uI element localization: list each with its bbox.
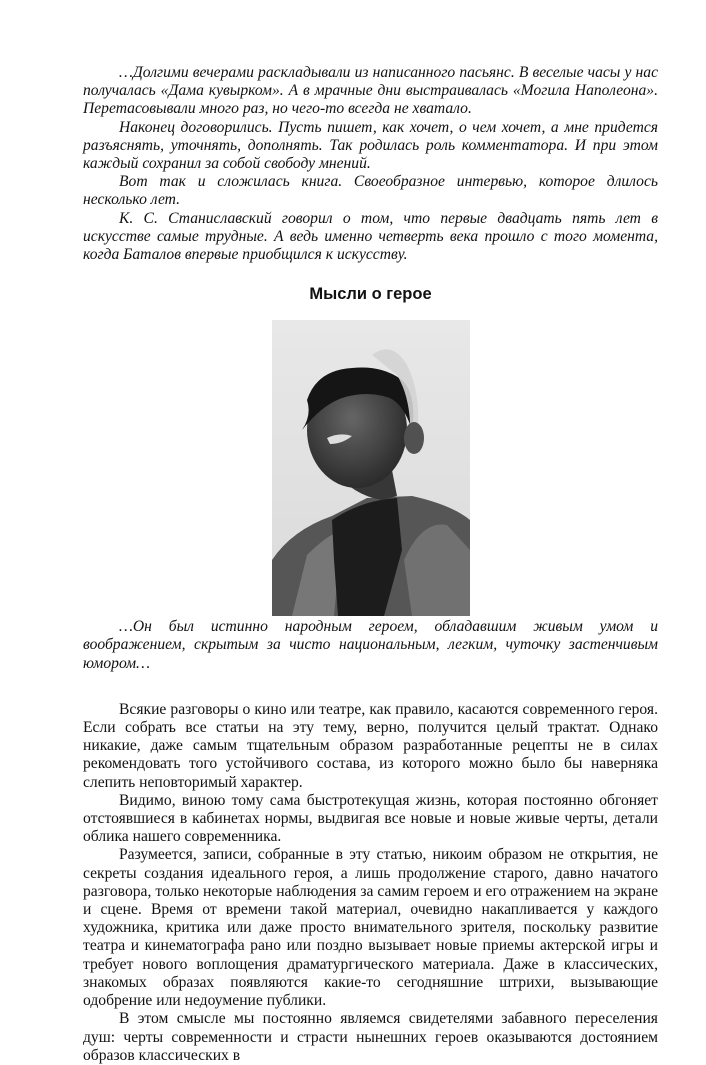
photo-caption: …Он был истинно народным героем, обладавшим живым умом и воображением, скрытым за чисто национальным, легким, чуточку застенчивым юмором…	[83, 618, 658, 672]
document-page	[83, 64, 658, 1065]
intro-paragraph: К. С. Станиславский говорил о том, что первые двадцать пять лет в искусстве самые трудные. А ведь именно четверть века прошло с того момента, когда Баталов впервые приобщился к искусству.	[83, 209, 658, 264]
body-paragraph: Всякие разговоры о кино или театре, как правило, касаются современного героя. Если собрать все статьи на эту тему, верно, получится целый трактат. Однако никакие, даже самым тщательным образом разработанные рецепты не в силах рекомендовать того устойчивого состава, из которого можно было бы наверняка слепить неповторимый характер.	[83, 700, 658, 791]
intro-paragraph: …Долгими вечерами раскладывали из написанного пасьянс. В веселые часы у нас получалась «Дама кувырком». А в мрачные дни выстраивалась «Могила Наполеона». Перетасовывали много раз, но чего-то всегда не хватало.	[83, 64, 658, 118]
body-paragraph: Разумеется, записи, собранные в эту статью, никоим образом не открытия, не секреты создания идеального героя, а лишь продолжение старого, давно начатого разговора, только некоторые наблюдения за самим героем и его отражением на экране и сцене. Время от времени такой материал, очевидно накапливается у каждого художника, критика или даже просто внимательного зрителя, поскольку развитие театра и кинематографа рано или поздно вызывает новые приемы актерской игры и требует нового воплощения драматургического материала. Даже в классических, знакомых образах появляются какие-то сегодняшние штрихи, вызывающие одобрение или недоумение публики.	[83, 846, 658, 1010]
section-title: Мысли о герое	[309, 285, 432, 304]
intro-paragraph: Вот так и сложилась книга. Своеобразное интервью, которое длилось несколько лет.	[83, 173, 658, 209]
intro-paragraph: Наконец договорились. Пусть пишет, как хочет, о чем хочет, а мне придется разъяснять, уточнять, дополнять. Так родилась роль комментатора. И при этом каждый сохранил за собой свободу мнений.	[83, 118, 658, 173]
portrait-image	[272, 320, 470, 616]
body-paragraph: Видимо, виною тому сама быстротекущая жизнь, которая постоянно обгоняет отстоявшиеся в кабинетах нормы, выдвигая все новые и новые живые черты, детали облика нашего современника.	[83, 791, 658, 846]
body-paragraph: В этом смысле мы постоянно являемся свидетелями забавного переселения душ: черты современности и страсти нынешних героев оказываются достоянием образов классических в	[83, 1010, 658, 1064]
portrait-photo	[272, 320, 470, 616]
spacer	[83, 673, 658, 701]
